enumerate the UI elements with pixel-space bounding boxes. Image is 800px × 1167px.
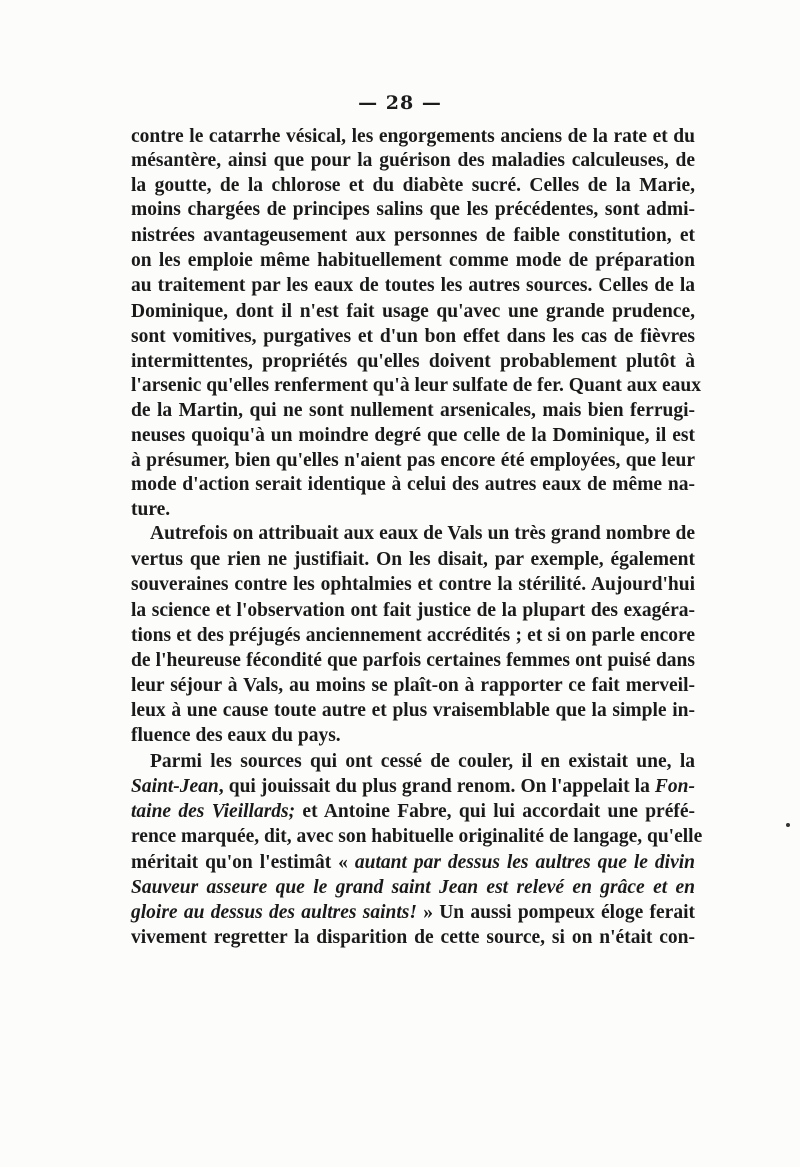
text-run: Autrefois on attribuait aux eaux de Vals un très grand nombre de (150, 523, 695, 544)
text-run: moins chargées de principes salins que les précédentes, sont admi- (131, 199, 695, 220)
text-run: contre le catarrhe vésical, les engorgements anciens de la rate et du (131, 126, 695, 147)
text-run: fluence des eaux du pays. (131, 725, 341, 746)
text-line (131, 274, 695, 298)
text-run: mésantère, ainsi que pour la guérison des maladies calculeuses, de (131, 150, 695, 171)
text-line (131, 775, 695, 799)
italic-text: taine des Vieillards; (131, 801, 296, 822)
text-line (131, 901, 695, 925)
text-run: ture. (131, 499, 171, 520)
text-run: nistrées avantageusement aux personnes de faible constitution, et (131, 225, 695, 246)
text-run: de l'heureuse fécondité que parfois certaines femmes ont puisé dans (131, 650, 695, 671)
text-line (150, 750, 695, 774)
text-run: rence marquée, dit, avec son habituelle originalité de langage, qu'elle (131, 826, 703, 847)
text-line (150, 522, 695, 546)
text-line (131, 851, 695, 875)
text-line (131, 149, 695, 173)
text-run: neuses quoiqu'à un moindre degré que celle de la Dominique, il est (131, 425, 695, 446)
text-run: intermittentes, propriétés qu'elles doivent probablement plutôt à (131, 351, 695, 372)
text-line (131, 573, 695, 597)
text-line (131, 825, 703, 849)
text-run: leux à une cause toute autre et plus vraisemblable que la simple in- (131, 700, 695, 721)
text-line (131, 624, 695, 648)
text-run: sont vomitives, purgatives et d'un bon effet dans les cas de fièvres (131, 326, 695, 347)
text-line (131, 649, 695, 673)
text-run: » Un aussi pompeux éloge ferait (416, 902, 695, 923)
text-run: la science et l'observation ont fait justice de la plupart des exagéra- (131, 600, 695, 621)
italic-text: gloire au dessus des aultres saints! (131, 902, 417, 923)
text-line (131, 424, 695, 448)
text-line (131, 374, 701, 398)
text-run: vivement regretter la disparition de cette source, si on n'était con- (131, 927, 695, 948)
text-run: tions et des préjugés anciennement accrédités ; et si on parle encore (131, 625, 695, 646)
text-line (131, 674, 695, 698)
text-line (131, 473, 695, 497)
ink-speck (786, 823, 790, 827)
text-line (131, 724, 695, 748)
text-line (131, 125, 695, 149)
italic-text: Fon- (654, 776, 695, 797)
text-line (131, 224, 695, 248)
text-line (131, 599, 695, 623)
text-run: Parmi les sources qui ont cessé de couler, il en existait une, la (150, 751, 695, 772)
text-run: au traitement par les eaux de toutes les autres sources. Celles de la (131, 275, 695, 296)
page-number: — 28 — (358, 92, 442, 114)
text-line (131, 548, 695, 572)
text-run: leur séjour à Vals, au moins se plaît-on à rapporter ce fait merveil- (131, 675, 695, 696)
text-line (131, 449, 695, 473)
italic-text: Sauveur asseure que le grand saint Jean est relevé en grâce et en (131, 877, 695, 898)
italic-text: autant par dessus les aultres que le divin (354, 852, 695, 873)
text-line (131, 174, 695, 198)
text-line (131, 198, 695, 222)
text-line (131, 926, 695, 950)
text-run: souveraines contre les ophtalmies et contre la stérilité. Aujourd'hui (131, 574, 695, 595)
text-line (131, 876, 695, 900)
text-line (131, 800, 695, 824)
text-run: vertus que rien ne justifiait. On les disait, par exemple, également (131, 549, 695, 570)
text-run: à présumer, bien qu'elles n'aient pas encore été employées, que leur (131, 450, 695, 471)
italic-text: Saint-Jean (131, 776, 219, 797)
text-run: l'arsenic qu'elles renferment qu'à leur sulfate de fer. Quant aux eaux (131, 375, 701, 396)
text-line (131, 399, 695, 423)
text-run: la goutte, de la chlorose et du diabète sucré. Celles de la Marie, (131, 175, 695, 196)
text-run: et Antoine Fabre, qui lui accordait une préfé- (295, 801, 695, 822)
text-line (131, 699, 695, 723)
text-line (131, 498, 695, 522)
text-run: de la Martin, qui ne sont nullement arsenicales, mais bien ferrugi- (131, 400, 695, 421)
text-run: Dominique, dont il n'est fait usage qu'avec une grande prudence, (131, 301, 695, 322)
text-run: méritait qu'on l'estimât « (131, 852, 355, 873)
text-line (131, 325, 695, 349)
text-run: on les emploie même habituellement comme mode de préparation (131, 250, 695, 271)
text-line (131, 350, 695, 374)
text-run: , qui jouissait du plus grand renom. On l'appelait la (218, 776, 655, 797)
text-line (131, 300, 695, 324)
text-line (131, 249, 695, 273)
text-run: mode d'action serait identique à celui des autres eaux de même na- (131, 474, 695, 495)
